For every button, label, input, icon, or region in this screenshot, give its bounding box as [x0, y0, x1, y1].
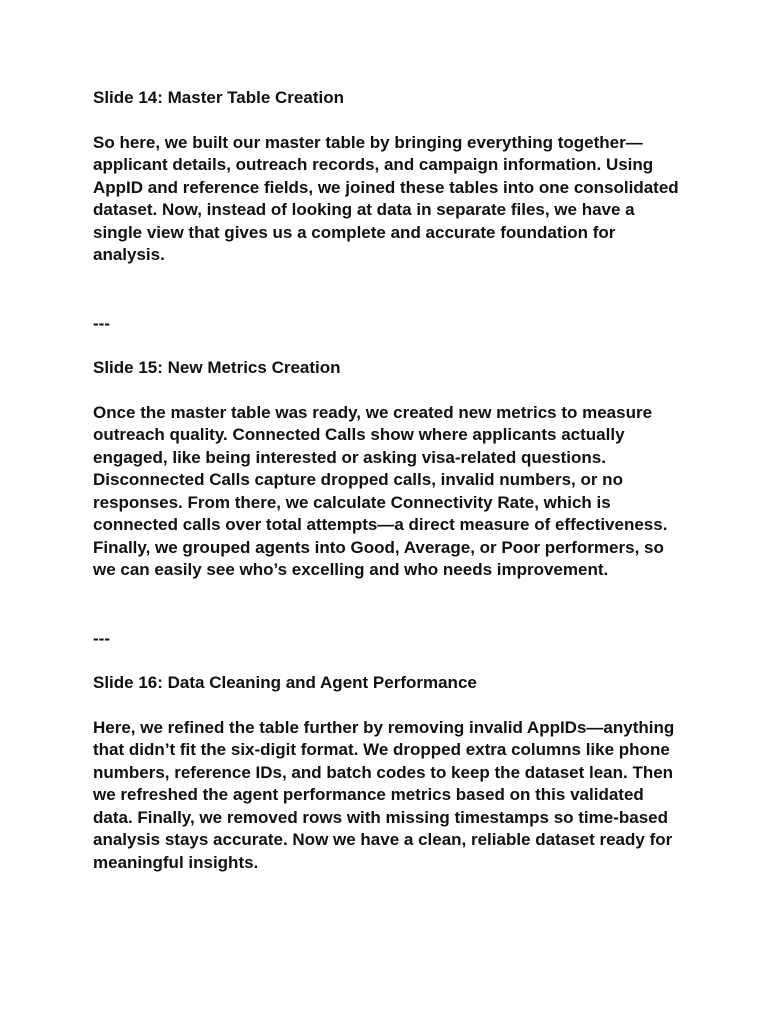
slide-15-body: Once the master table was ready, we created new metrics to measure outreach quality. Connected Calls show where applicants actually engaged, like being interested or asking visa-related questions. Disconnected Calls capture dropped calls, invalid numbers, or no responses. From there, we calculate Connectivity Rate, which is connected calls over total attempts—a direct measure of effectiveness. Finally, we grouped agents into Good, Average, or Poor performers, so we can easily see who’s excelling and who needs improvement. [93, 402, 668, 579]
slide-16-heading: Slide 16: Data Cleaning and Agent Performance [93, 673, 477, 692]
spacer [93, 650, 683, 672]
section-separator: --- [93, 313, 110, 333]
spacer [93, 582, 683, 628]
spacer [93, 267, 683, 313]
section-separator: --- [93, 628, 110, 648]
document-page [93, 87, 683, 874]
slide-15-heading: Slide 15: New Metrics Creation [93, 358, 341, 377]
slide-14-heading: Slide 14: Master Table Creation [93, 88, 344, 107]
spacer [93, 335, 683, 357]
slide-16-body: Here, we refined the table further by removing invalid AppIDs—anything that didn’t fit the six-digit format. We dropped extra columns like phone numbers, reference IDs, and batch codes to keep the dataset lean. Then we refreshed the agent performance metrics based on this validated data. Finally, we removed rows with missing timestamps so time-based analysis stays accurate. Now we have a clean, reliable dataset ready for meaningful insights. [93, 717, 675, 872]
slide-14-body: So here, we built our master table by bringing everything together—applicant details, outreach records, and campaign information. Using AppID and reference fields, we joined these tables into one consolidated dataset. Now, instead of looking at data in separate files, we have a single view that gives us a complete and accurate foundation for analysis. [93, 132, 679, 264]
